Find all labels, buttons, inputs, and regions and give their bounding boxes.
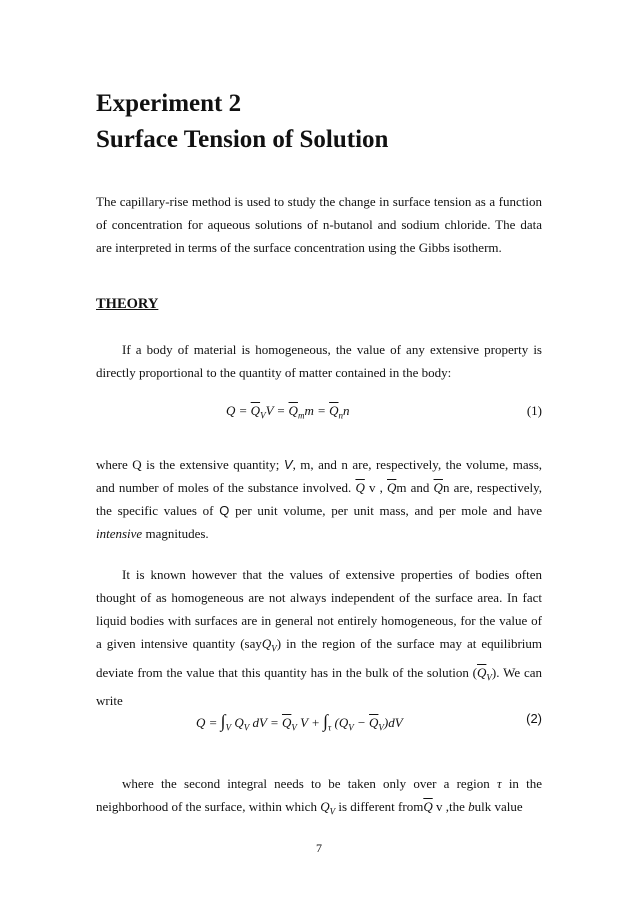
theory-paragraph-4: where the second integral needs to be taken only over a region τ in the neighborhood of the surface, within which $Q_V$ is different $from\overline{Q}$ v ,the bulk value	[96, 776, 542, 817]
theory-heading: THEORY	[96, 296, 159, 312]
theory-paragraph-2: where Q is the extensive quantity; V, m, and n are, respectively, the volume, mass, and number of moles of the substance involved. $\overline{Q}$ v , $\overline{Q}m$ and $\overline{Q}n$ are, respectively, the specific values of Q per unit volume, per unit mass, and per mole and have intensive magnitudes.	[96, 457, 543, 541]
page-title	[96, 86, 388, 158]
theory-paragraph-3: It is known however that the values of extensive properties of bodies often thought of as homogeneous are not always independent of the surface area. In fact liquid bodies with surfaces are in general not entirely homogeneous, for the value of a given intensive quantity (sayQ$_V$) in the region of the surface may at equilibrium deviate from the value that this quantity has in the bulk of the solution $(\overline{Q}_V)$. We can write	[96, 567, 542, 709]
intro-paragraph: The capillary-rise method is used to study the change in surface tension as a function of concentration for aqueous solutions of n-butanol and sodium chloride. The data are interpreted in terms of the surface concentration using the Gibbs isotherm.	[96, 194, 542, 255]
title-line-1: Experiment 2	[96, 90, 242, 117]
equation-1-body: $Q = \overline{Q}_VV = \overline{Q}_mm = \overline{Q}_nn$	[226, 403, 350, 421]
equation-2-body: $Q = \int_V$ $Q_V$ dV = $\overline{Q}_V$ $V + \int_\tau$ $(Q_V - \overline{Q}_V)dV$	[196, 711, 403, 733]
page-number: 7	[316, 841, 322, 855]
equation-1-number: (1)	[526, 403, 542, 418]
equation-2-number: (2)	[526, 711, 542, 726]
theory-paragraph-1: If a body of material is homogeneous, the value of any extensive property is directly proportional to the quantity of matter contained in the body:	[96, 342, 542, 380]
title-line-2: Surface Tension of Solution	[96, 126, 389, 153]
